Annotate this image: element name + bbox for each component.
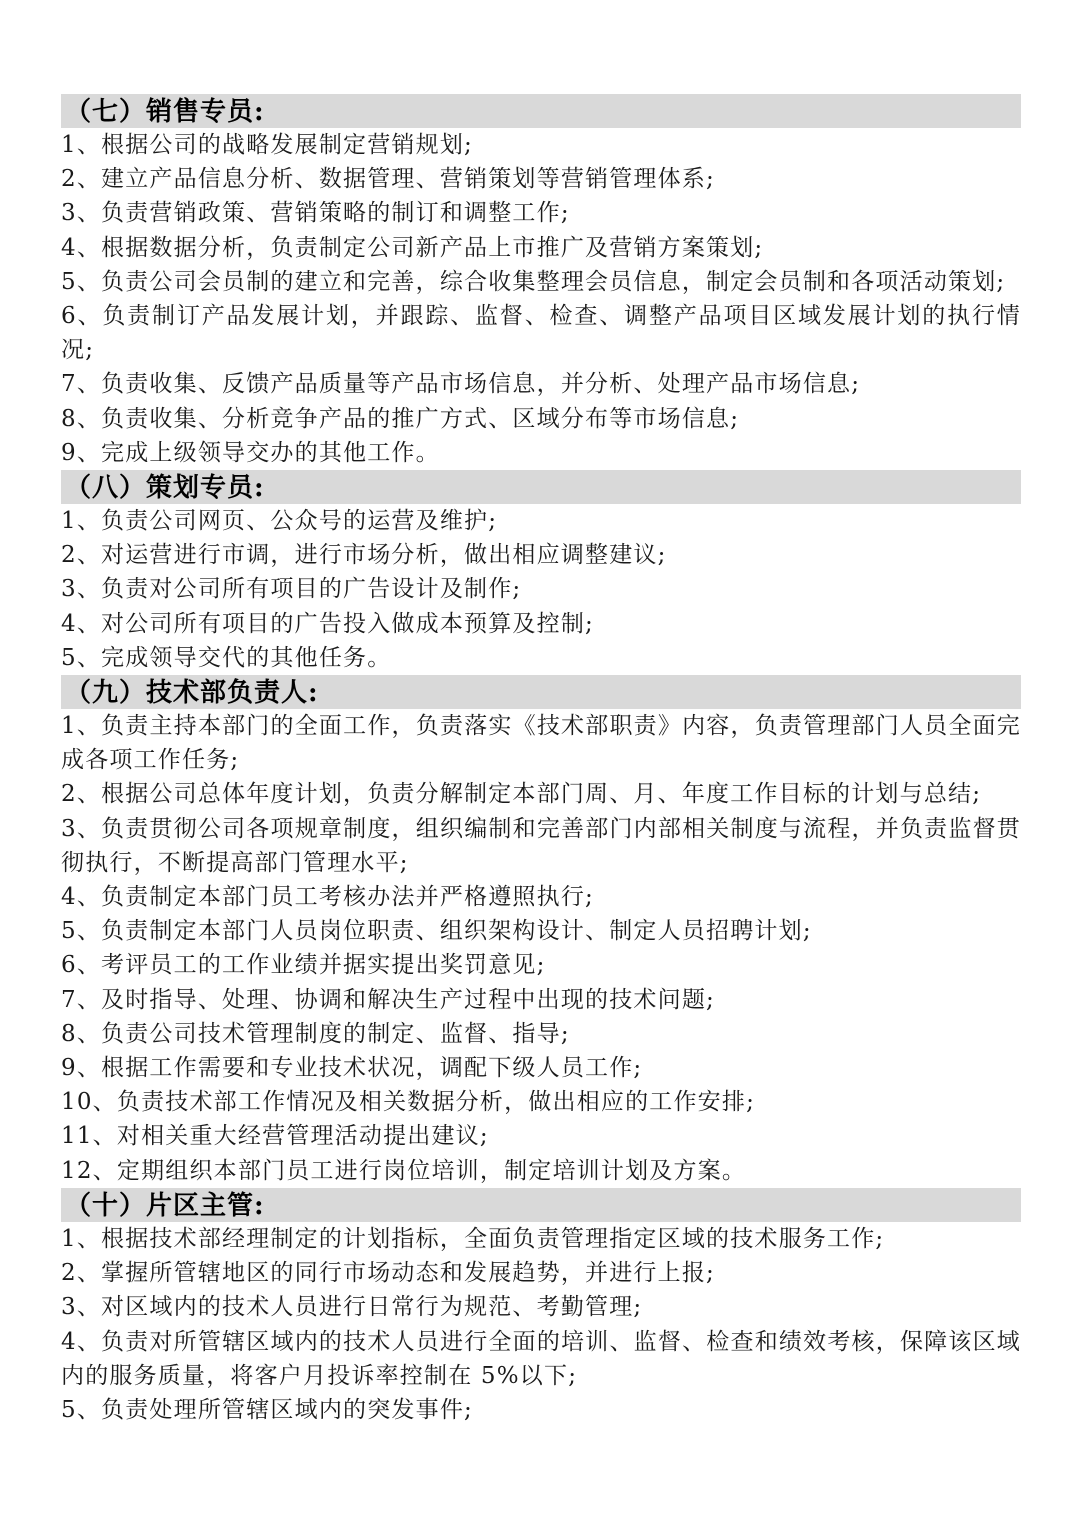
duty-item: 2、根据公司总体年度计划，负责分解制定本部门周、月、年度工作目标的计划与总结; [61, 781, 982, 808]
duty-item: 2、建立产品信息分析、数据管理、营销策划等营销管理体系; [61, 166, 715, 193]
section-tech-dept-head [61, 675, 1021, 1188]
duty-item: 12、定期组织本部门员工进行岗位培训，制定培训计划及方案。 [61, 1157, 747, 1184]
duty-item: 9、根据工作需要和专业技术状况，调配下级人员工作; [61, 1055, 643, 1082]
section-title: （九）技术部负责人: [61, 675, 1021, 709]
duty-item: 1、负责公司网页、公众号的运营及维护; [61, 508, 498, 535]
duty-item: 1、负责主持本部门的全面工作，负责落实《技术部职责》内容，负责管理部门人员全面完成各项工作任务; [61, 713, 1021, 774]
duty-item: 7、及时指导、处理、协调和解决生产过程中出现的技术问题; [61, 986, 715, 1013]
duty-item: 3、对区域内的技术人员进行日常行为规范、考勤管理; [61, 1294, 643, 1321]
duty-item: 4、负责制定本部门员工考核办法并严格遵照执行; [61, 884, 594, 911]
duty-item: 5、负责处理所管辖区域内的突发事件; [61, 1396, 473, 1423]
section-planning-specialist [61, 470, 1021, 675]
duty-item: 3、负责对公司所有项目的广告设计及制作; [61, 576, 522, 603]
duty-item: 11、对相关重大经营管理活动提出建议; [61, 1123, 489, 1150]
document-body [61, 94, 1021, 1427]
section-title: （十）片区主管: [61, 1188, 1021, 1222]
duty-item: 5、完成领导交代的其他任务。 [61, 644, 392, 671]
duty-item: 5、负责制定本部门人员岗位职责、组织架构设计、制定人员招聘计划; [61, 918, 812, 945]
duty-list [61, 709, 1021, 1188]
section-sales-specialist [61, 94, 1021, 470]
duty-list [61, 128, 1021, 470]
duty-item: 6、负责制订产品发展计划，并跟踪、监督、检查、调整产品项目区域发展计划的执行情况; [61, 303, 1021, 364]
duty-item: 3、负责贯彻公司各项规章制度，组织编制和完善部门内部相关制度与流程，并负责监督贯彻执行，不断提高部门管理水平; [61, 815, 1021, 876]
section-area-supervisor [61, 1188, 1021, 1427]
duty-item: 7、负责收集、反馈产品质量等产品市场信息，并分析、处理产品市场信息; [61, 371, 861, 398]
duty-item: 4、对公司所有项目的广告投入做成本预算及控制; [61, 610, 594, 637]
duty-item: 3、负责营销政策、营销策略的制订和调整工作; [61, 200, 570, 227]
duty-item: 1、根据公司的战略发展制定营销规划; [61, 132, 473, 158]
duty-item: 1、根据技术部经理制定的计划指标，全面负责管理指定区域的技术服务工作; [61, 1225, 885, 1252]
duty-item: 10、负责技术部工作情况及相关数据分析，做出相应的工作安排; [61, 1089, 756, 1116]
duty-item: 9、完成上级领导交办的其他工作。 [61, 439, 440, 466]
duty-item: 8、负责收集、分析竞争产品的推广方式、区域分布等市场信息; [61, 405, 740, 432]
duty-item: 4、根据数据分析，负责制定公司新产品上市推广及营销方案策划; [61, 234, 764, 261]
duty-item: 6、考评员工的工作业绩并据实提出奖罚意见; [61, 952, 546, 979]
section-title: （八）策划专员: [61, 470, 1021, 504]
duty-item: 4、负责对所管辖区域内的技术人员进行全面的培训、监督、检查和绩效考核，保障该区域内的服务质量，将客户月投诉率控制在 5%以下; [61, 1328, 1021, 1389]
duty-item: 8、负责公司技术管理制度的制定、监督、指导; [61, 1020, 570, 1047]
section-title: （七）销售专员: [61, 94, 1021, 128]
duty-item: 2、掌握所管辖地区的同行市场动态和发展趋势，并进行上报; [61, 1260, 715, 1287]
duty-list [61, 504, 1021, 675]
duty-list [61, 1222, 1021, 1427]
duty-item: 5、负责公司会员制的建立和完善，综合收集整理会员信息，制定会员制和各项活动策划; [61, 268, 1006, 295]
duty-item: 2、对运营进行市调，进行市场分析，做出相应调整建议; [61, 542, 667, 569]
